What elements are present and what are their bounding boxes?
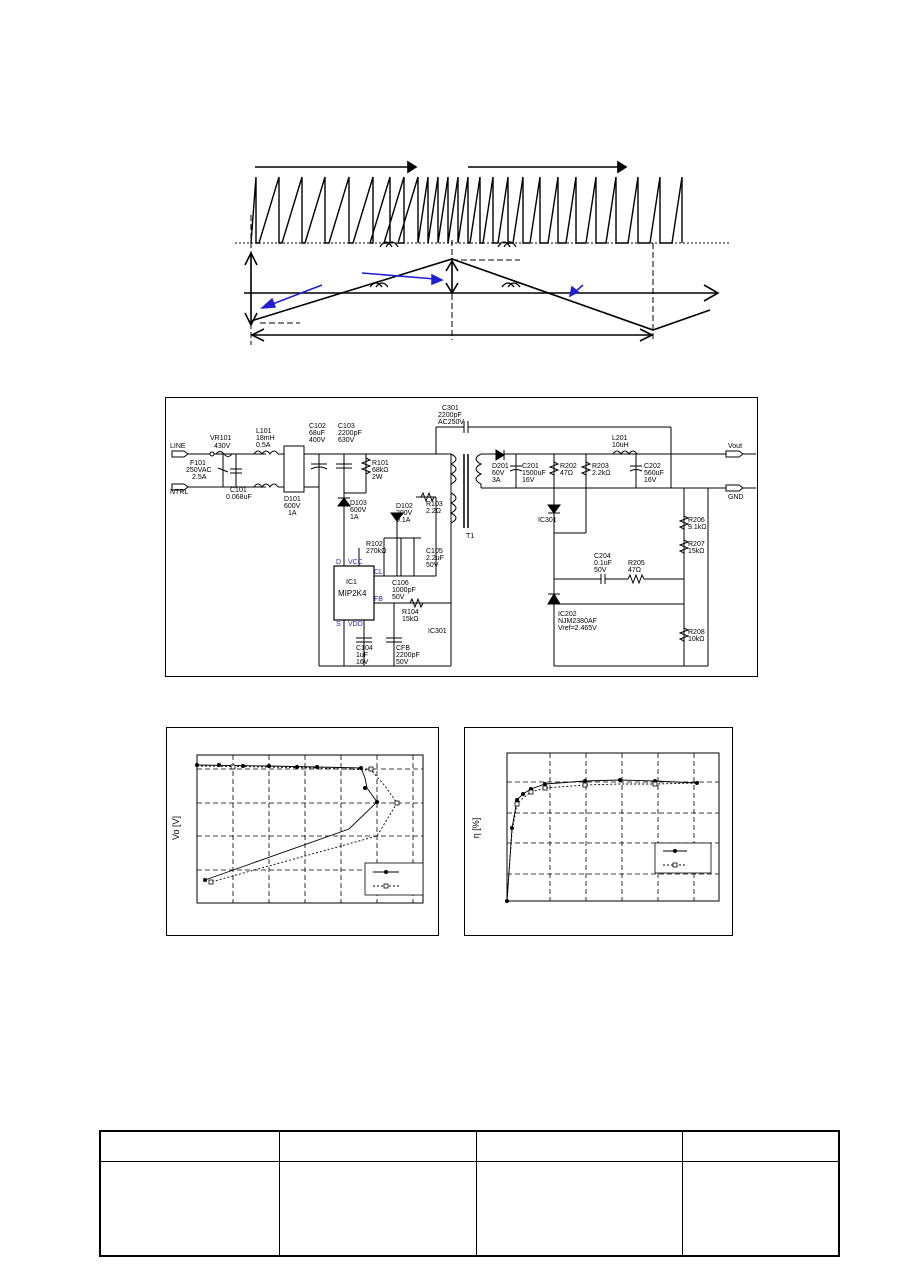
label-c202: C202 <box>644 463 661 470</box>
label-c101-v: 0.068uF <box>226 494 252 501</box>
label-ic301-a: IC301 <box>428 628 447 635</box>
label-ic202: IC202 <box>558 611 577 618</box>
label-l101-l: 18mH <box>256 435 275 442</box>
label-ic1: IC1 <box>346 579 357 586</box>
label-c301-v: AC250V <box>438 419 465 426</box>
label-d201-a: 3A <box>492 477 501 484</box>
label-d201: D201 <box>492 463 509 470</box>
label-c201-v: 16V <box>522 477 535 484</box>
label-c102: C102 <box>309 423 326 430</box>
table-header-row <box>100 1131 839 1161</box>
label-d102-a: 0.1A <box>396 517 411 524</box>
label-c204-v: 50V <box>594 567 607 574</box>
label-c105: C105 <box>426 548 443 555</box>
label-r102-r: 270kΩ <box>366 548 387 555</box>
label-r104-r: 15kΩ <box>402 616 419 623</box>
label-cfb-c: 2200pF <box>396 652 420 659</box>
label-c201-c: 1500uF <box>522 470 546 477</box>
label-c204-c: 0.1uF <box>594 560 612 567</box>
label-ic301-b: IC301 <box>538 517 557 524</box>
label-gnd: GND <box>728 494 744 501</box>
label-d101-a: 1A <box>288 510 297 517</box>
pin-vdd-label: VDD <box>348 621 363 628</box>
label-l201-l: 10uH <box>612 442 629 449</box>
label-c101: C101 <box>230 487 247 494</box>
label-cfb: CFB <box>396 645 410 652</box>
label-c106-c: 1000pF <box>392 587 416 594</box>
label-r104: R104 <box>402 609 419 616</box>
eta-series-solid <box>507 780 697 901</box>
label-d201-v: 60V <box>492 470 505 477</box>
label-d103: D103 <box>350 500 367 507</box>
label-vout: Vout <box>728 443 743 450</box>
label-cfb-v: 50V <box>396 659 409 666</box>
label-c103-c: 2200pF <box>338 430 362 437</box>
label-r205: R205 <box>628 560 645 567</box>
label-r101-r: 68kΩ <box>372 467 389 474</box>
label-ntrl: NTRL <box>170 489 189 496</box>
label-l101: L101 <box>256 428 272 435</box>
label-d101: D101 <box>284 496 301 503</box>
label-ic202-part: NJM2380AF <box>558 618 597 625</box>
pin-s-label: S <box>336 621 341 628</box>
label-c104-v: 16V <box>356 659 369 666</box>
label-c106: C106 <box>392 580 409 587</box>
label-c106-v: 50V <box>392 594 405 601</box>
label-d102-v: 200V <box>396 510 413 517</box>
label-c102-c: 68uF <box>309 430 325 437</box>
efficiency-plot <box>464 727 733 936</box>
label-r208-r: 10kΩ <box>688 636 705 643</box>
schematic-drawing <box>166 398 757 676</box>
table-cell <box>280 1161 477 1256</box>
label-c301-c: 2200pF <box>438 412 462 419</box>
label-line: LINE <box>170 443 186 450</box>
table-header-cell <box>100 1131 280 1161</box>
label-c301: C301 <box>442 405 459 412</box>
label-r103: R103 <box>426 501 443 508</box>
spec-table <box>99 1130 840 1257</box>
table-cell <box>100 1161 280 1256</box>
eta-ylabel: η [%] <box>471 817 481 839</box>
label-t1: T1 <box>466 533 475 540</box>
label-vr101-v: 430V <box>214 443 231 450</box>
label-d103-v: 600V <box>350 507 367 514</box>
eta-series-dotted <box>507 783 697 901</box>
table-cell <box>477 1161 683 1256</box>
vo-ylabel: Vo [V] <box>171 815 181 841</box>
label-f101-a: 2.5A <box>192 474 207 481</box>
label-f101-v: 250VAC <box>186 467 212 474</box>
label-r205-r: 47Ω <box>628 567 642 574</box>
label-d103-a: 1A <box>350 514 359 521</box>
label-c202-c: 560uF <box>644 470 664 477</box>
label-c105-v: 50V <box>426 562 439 569</box>
label-c104: C104 <box>356 645 373 652</box>
sawtooth-waveform <box>251 177 682 243</box>
label-f101: F101 <box>190 460 206 467</box>
label-c201: C201 <box>522 463 539 470</box>
vo-series-solid <box>197 765 377 880</box>
timing-diagram <box>230 155 730 350</box>
label-r207-r: 15kΩ <box>688 548 705 555</box>
label-c102-v: 400V <box>309 437 326 444</box>
label-c103-v: 630V <box>338 437 355 444</box>
label-r202-r: 47Ω <box>560 470 574 477</box>
label-r101: R101 <box>372 460 389 467</box>
label-r102: R102 <box>366 541 383 548</box>
label-r101-w: 2W <box>372 474 383 481</box>
label-l201: L201 <box>612 435 628 442</box>
pin-vcc-label: VCC <box>348 559 363 566</box>
label-r206-r: 9.1kΩ <box>688 524 707 531</box>
table-cell <box>683 1161 840 1256</box>
label-r203-r: 2.2kΩ <box>592 470 611 477</box>
table-header-cell <box>683 1131 840 1161</box>
label-c202-v: 16V <box>644 477 657 484</box>
label-r103-r: 2.2Ω <box>426 508 441 515</box>
circuit-schematic <box>165 397 758 677</box>
label-vr101: VR101 <box>210 435 232 442</box>
label-ic202-vref: Vref=2.465V <box>558 625 597 632</box>
label-c204: C204 <box>594 553 611 560</box>
pin-d-label: D <box>336 559 342 566</box>
pin-cl-label: CL <box>374 569 383 576</box>
pin-fb-label: FB <box>374 596 383 603</box>
table-header-cell <box>477 1131 683 1161</box>
label-ic1-part: MIP2K4 <box>338 589 367 598</box>
label-c103: C103 <box>338 423 355 430</box>
label-c105-c: 2.2uF <box>426 555 444 562</box>
table-header-cell <box>280 1131 477 1161</box>
label-r208: R208 <box>688 629 705 636</box>
label-c104-c: 1uF <box>356 652 369 659</box>
label-r206: R206 <box>688 517 705 524</box>
label-d102: D102 <box>396 503 413 510</box>
label-r202: R202 <box>560 463 577 470</box>
label-d101-v: 600V <box>284 503 301 510</box>
table-row <box>100 1161 839 1256</box>
label-r203: R203 <box>592 463 609 470</box>
label-l101-a: 0.5A <box>256 442 271 449</box>
label-r207: R207 <box>688 541 705 548</box>
vo-plot <box>166 727 439 936</box>
